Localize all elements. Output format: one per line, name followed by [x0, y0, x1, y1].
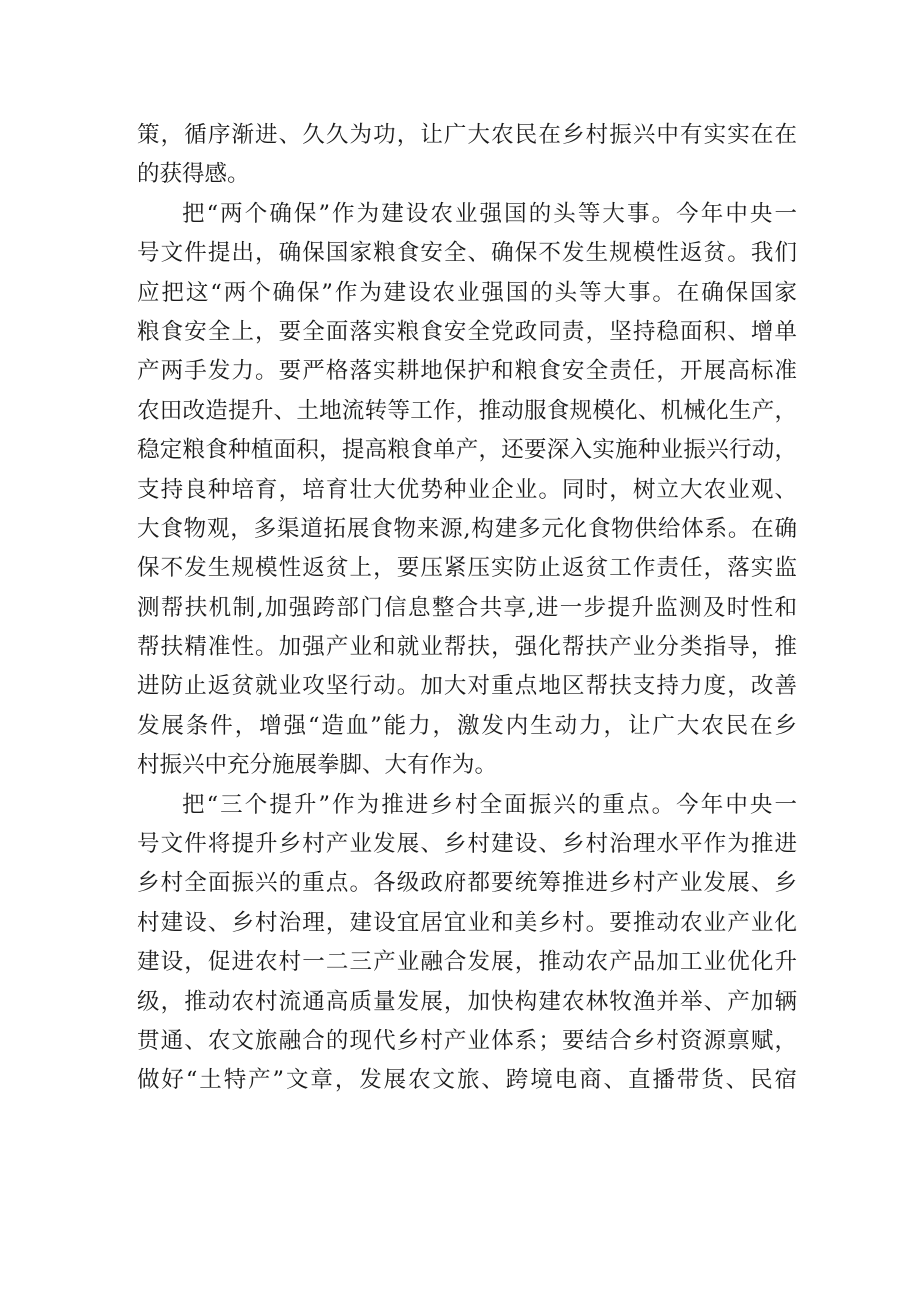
text-line: 级，推动农村流通高质量发展，加快构建农林牧渔并举、产加辆 — [137, 988, 797, 1015]
text-line: 测帮扶机制,加强跨部门信息整合共享,进一步提升监测及时性和 — [137, 594, 797, 621]
text-line: 农田改造提升、土地流转等工作，推动服食规模化、机械化生产， — [137, 397, 797, 424]
text-line: 粮食安全上，要全面落实粮食安全党政同责，坚持稳面积、增单 — [137, 318, 797, 345]
text-line: 的获得感。 — [137, 161, 250, 188]
text-line: 产两手发力。要严格落实耕地保护和粮食安全责任，开展高标准 — [137, 358, 797, 385]
text-line: 做好“土特产”文章，发展农文旅、跨境电商、直播带货、民宿 — [137, 1067, 797, 1094]
paragraph — [137, 195, 797, 786]
text-line: 应把这“两个确保”作为建设农业强国的头等大事。在确保国家 — [137, 279, 797, 306]
text-line: 保不发生规模性返贫上，要压紧压实防止返贫工作责任，落实监 — [137, 555, 797, 582]
text-line: 贯通、农文旅融合的现代乡村产业体系；要结合乡村资源禀赋， — [137, 1027, 797, 1054]
text-line: 大食物观，多渠道拓展食物来源,构建多元化食物供给体系。在确 — [137, 515, 797, 542]
text-line: 策，循序渐进、久久为功，让广大农民在乡村振兴中有实实在在 — [137, 122, 797, 148]
text-line: 把“两个确保”作为建设农业强国的头等大事。今年中央一 — [182, 200, 797, 227]
text-line: 乡村全面振兴的重点。各级政府都要统筹推进乡村产业发展、乡 — [137, 870, 797, 897]
text-line: 帮扶精准性。加强产业和就业帮扶，强化帮扶产业分类指导，推 — [137, 634, 797, 661]
text-line: 村建设、乡村治理，建设宜居宜业和美乡村。要推动农业产业化 — [137, 909, 797, 936]
text-line: 进防止返贫就业攻坚行动。加大对重点地区帮扶支持力度，改善 — [137, 673, 797, 700]
text-line: 号文件将提升乡村产业发展、乡村建设、乡村治理水平作为推进 — [137, 831, 797, 858]
text-line: 支持良种培育，培育壮大优势种业企业。同时，树立大农业观、 — [137, 476, 797, 503]
paragraph — [137, 786, 797, 1101]
text-line: 稳定粮食种植面积，提高粮食单产，还要深入实施种业振兴行动， — [137, 437, 797, 464]
text-line: 村振兴中充分施展拳脚、大有作为。 — [137, 752, 498, 779]
text-line: 把“三个提升”作为推进乡村全面振兴的重点。今年中央一 — [182, 791, 797, 818]
text-line: 号文件提出，确保国家粮食安全、确保不发生规模性返贫。我们 — [137, 240, 797, 267]
text-line: 发展条件，增强“造血”能力，激发内生动力，让广大农民在乡 — [137, 712, 797, 739]
body-text — [137, 116, 797, 1101]
text-line: 建设，促进农村一二三产业融合发展，推动农产品加工业优化升 — [137, 949, 797, 976]
paragraph — [137, 116, 797, 195]
